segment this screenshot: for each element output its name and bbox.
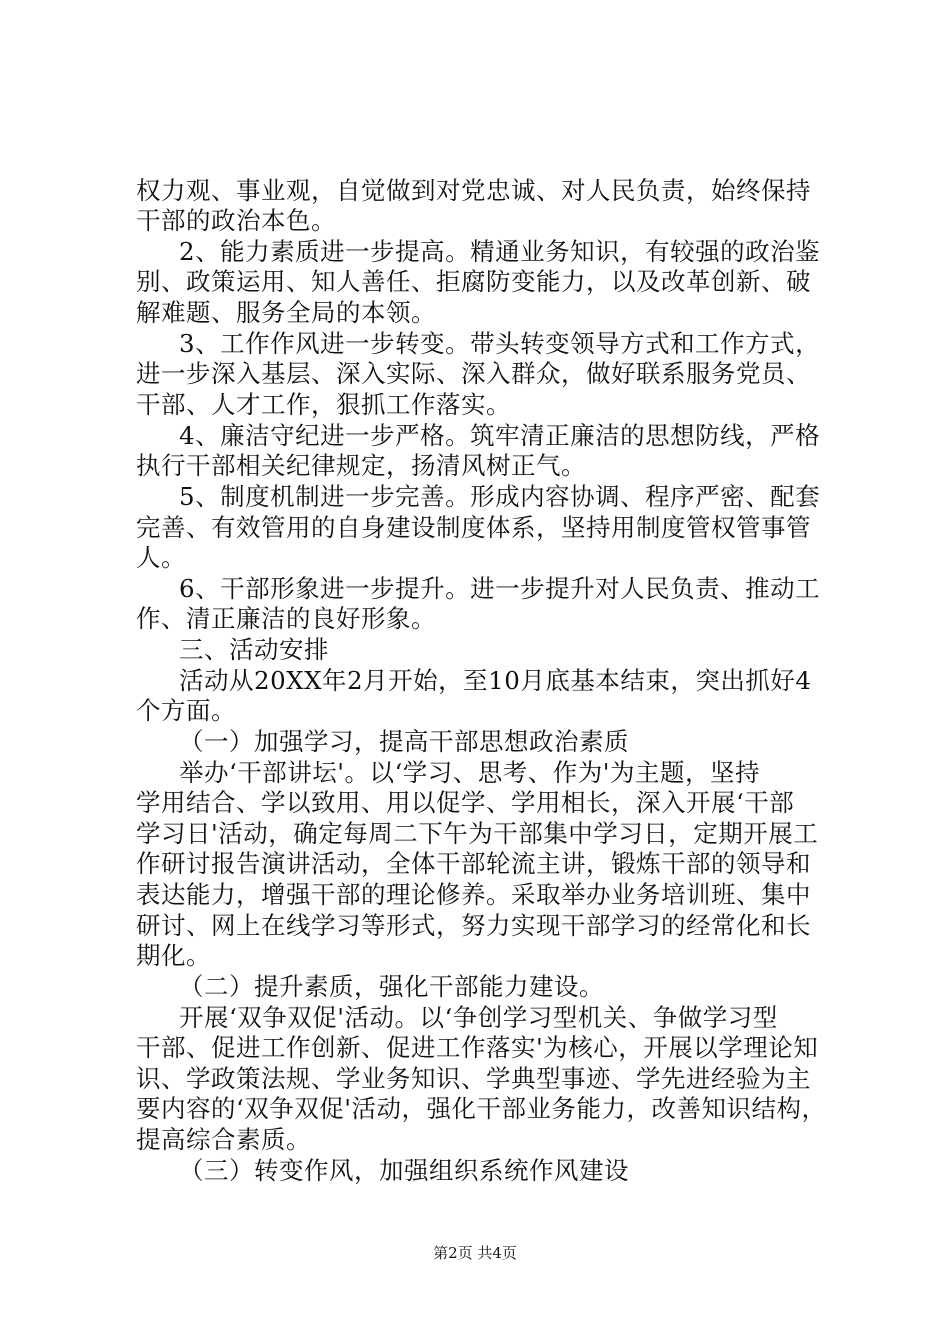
text-line: 权力观、事业观，自觉做到对党忠诚、对人民负责，始终保持: [136, 176, 811, 205]
text-line: 干部、人才工作，狠抓工作落实。: [136, 390, 511, 419]
text-line: 3、工作作风进一步转变。带头转变领导方式和工作方式，: [179, 329, 821, 358]
text-line: 2、能力素质进一步提高。精通业务知识，有较强的政治鉴: [179, 237, 821, 266]
text-line: 干部的政治本色。: [136, 206, 336, 235]
text-line: 6、干部形象进一步提升。进一步提升对人民负责、推动工: [179, 574, 821, 603]
text-line: 5、制度机制进一步完善。形成内容协调、程序严密、配套: [179, 482, 821, 511]
text-line: 干部、促进工作创新、促进工作落实'为核心，开展以学理论知: [136, 1033, 819, 1062]
text-line: 个方面。: [136, 696, 236, 725]
text-line: 举办‘干部讲坛'。以‘学习、思考、作为'为主题，坚持: [179, 758, 761, 787]
text-line: 提高综合素质。: [136, 1125, 311, 1154]
text-line: 学习日'活动，确定每周二下午为干部集中学习日，定期开展工: [136, 819, 819, 848]
text-line: 研讨、网上在线学习等形式，努力实现干部学习的经常化和长: [136, 911, 811, 940]
subsection-heading: （一）加强学习，提高干部思想政治素质: [179, 727, 629, 756]
text-line: 进一步深入基层、深入实际、深入群众，做好联系服务党员、: [136, 359, 811, 388]
text-line: 作研讨报告演讲活动，全体干部轮流主讲，锻炼干部的领导和: [136, 849, 811, 878]
text-line: 别、政策运用、知人善任、拒腐防变能力，以及改革创新、破: [136, 267, 811, 296]
text-line: 表达能力，增强干部的理论修养。采取举办业务培训班、集中: [136, 880, 811, 909]
text-line: 期化。: [136, 941, 211, 970]
text-line: 解难题、服务全局的本领。: [136, 298, 436, 327]
text-line: 识、学政策法规、学业务知识、学典型事迹、学先进经验为主: [136, 1064, 811, 1093]
text-line: 开展‘双争双促'活动。以‘争创学习型机关、争做学习型: [179, 1003, 778, 1032]
page-number: 第2页 共4页: [433, 1244, 517, 1262]
text-line: 活动从20XX年2月开始，至10月底基本结束，突出抓好4: [179, 666, 812, 695]
text-line: 学用结合、学以致用、用以促学、学用相长，深入开展‘干部: [136, 788, 795, 817]
subsection-heading: （三）转变作风，加强组织系统作风建设: [179, 1156, 629, 1185]
section-heading: 三、活动安排: [179, 635, 329, 664]
text-line: 执行干部相关纪律规定，扬清风树正气。: [136, 451, 586, 480]
text-line: 人。: [136, 543, 186, 572]
subsection-heading: （二）提升素质，强化干部能力建设。: [179, 972, 604, 1001]
text-line: 4、廉洁守纪进一步严格。筑牢清正廉洁的思想防线，严格: [179, 421, 821, 450]
text-line: 完善、有效管用的自身建设制度体系，坚持用制度管权管事管: [136, 513, 811, 542]
text-line: 要内容的‘双争双促'活动，强化干部业务能力，改善知识结构，: [136, 1094, 827, 1123]
text-line: 作、清正廉洁的良好形象。: [136, 604, 436, 633]
